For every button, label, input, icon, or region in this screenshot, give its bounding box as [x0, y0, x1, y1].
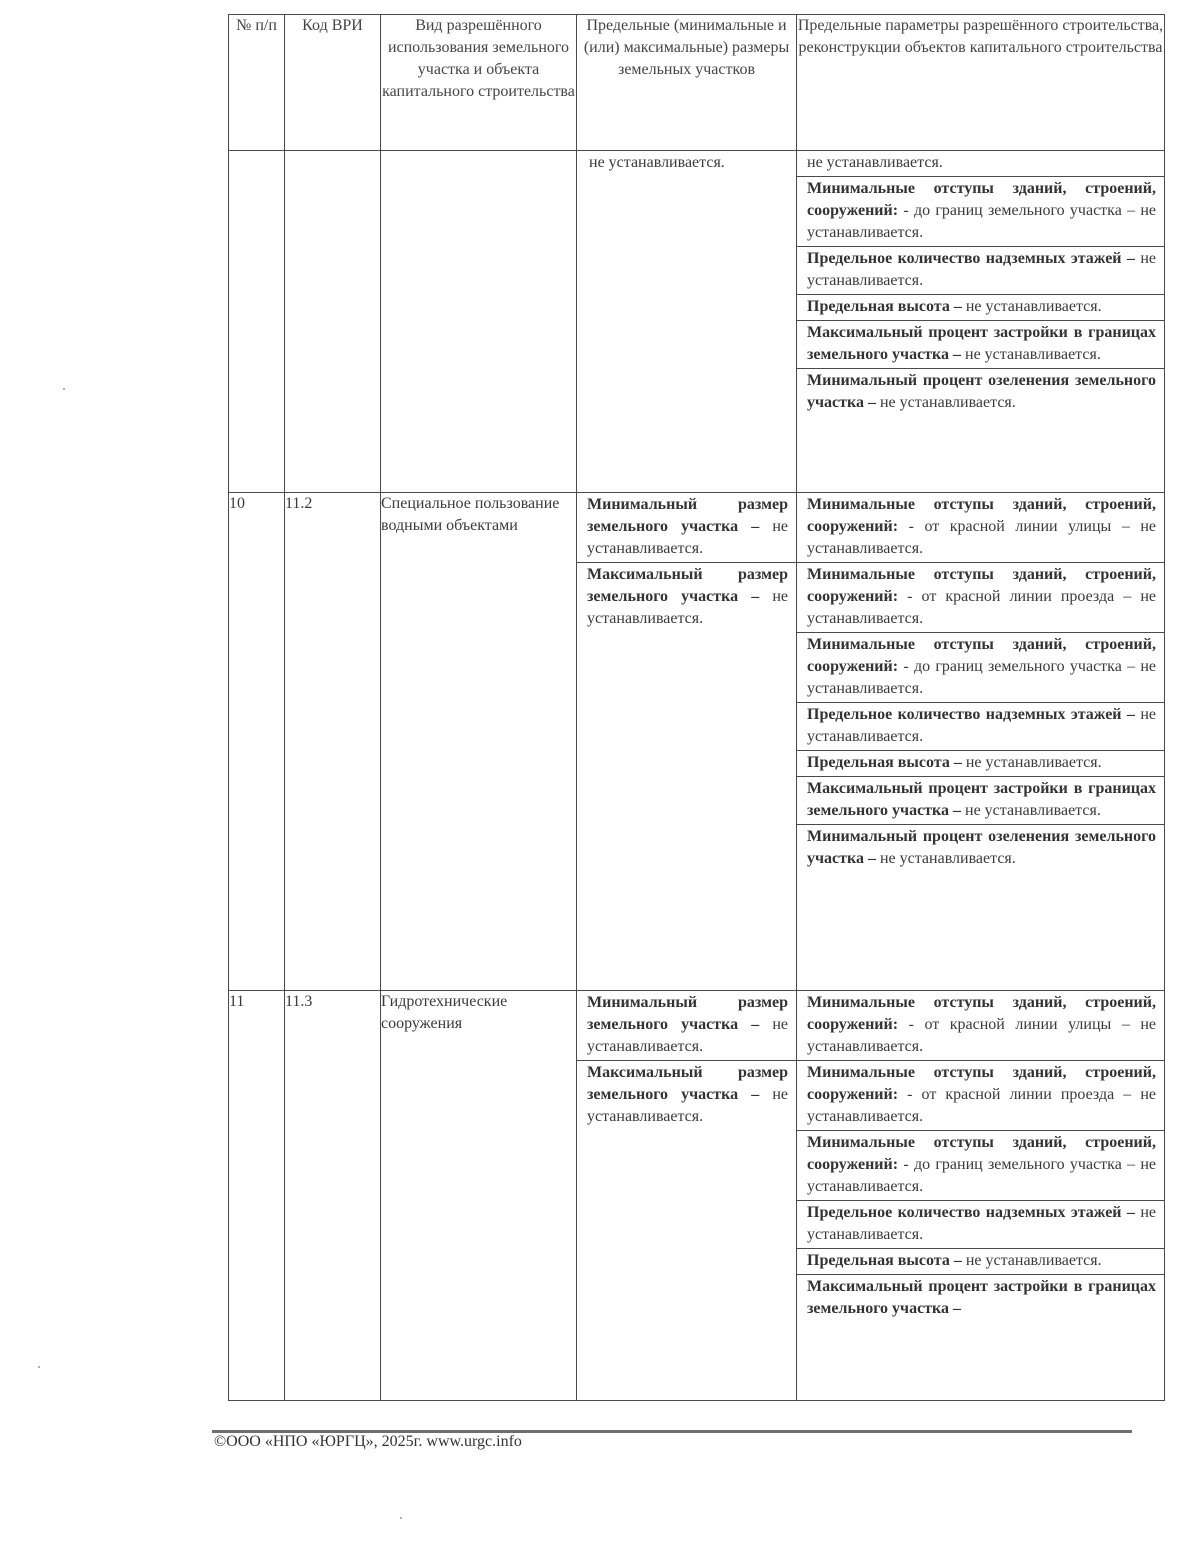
size-item: Максимальный размер земельного участка – не устанавливается. [587, 566, 789, 627]
param-item: Максимальный процент застройки в границах земельного участка – [807, 1278, 1156, 1317]
code-cell: 11.3 [285, 991, 381, 1401]
params-cell [797, 151, 1165, 493]
code-cell [285, 151, 381, 493]
size-item: Минимальный размер земельного участка – не устанавливается. [577, 493, 796, 563]
param-item: Предельное количество надземных этажей – не устанавливается. [797, 703, 1164, 751]
header-sizes: Предельные (минимальные и (или) максимальные) размеры земельных участков [577, 15, 797, 151]
param-item: Минимальные отступы зданий, строений, сооружений: - до границ земельного участка – не устанавливается. [797, 177, 1164, 247]
scan-speck [400, 1517, 402, 1519]
params-cell [797, 991, 1165, 1401]
zoning-table [228, 14, 1165, 1401]
param-item: Минимальный процент озеленения земельного участка – не устанавливается. [807, 372, 1156, 411]
scan-speck [63, 388, 65, 390]
table-header-row [229, 15, 1165, 151]
param-item: Максимальный процент застройки в границах земельного участка – не устанавливается. [797, 321, 1164, 369]
size-text: не устанавливается. [589, 154, 725, 171]
vri-cell [381, 151, 577, 493]
header-code: Код ВРИ [285, 15, 381, 151]
vri-cell: Гидротехнические сооружения [381, 991, 577, 1401]
param-item: Минимальные отступы зданий, строений, сооружений: - от красной линии улицы – не устанавливается. [797, 991, 1164, 1061]
param-item: Минимальный процент озеленения земельного участка – не устанавливается. [807, 828, 1156, 867]
size-item: Максимальный размер земельного участка – не устанавливается. [587, 1064, 789, 1125]
num-cell [229, 151, 285, 493]
param-item: Предельное количество надземных этажей – не устанавливается. [797, 247, 1164, 295]
header-num: № п/п [229, 15, 285, 151]
table-row [229, 151, 1165, 493]
param-item: Предельная высота – не устанавливается. [797, 1249, 1164, 1275]
param-item: Минимальные отступы зданий, строений, сооружений: - от красной линии проезда – не устанавливается. [797, 1061, 1164, 1131]
footer-copyright: ©ООО «НПО «ЮРГЦ», 2025г. www.urgc.info [214, 1433, 522, 1450]
scan-speck [38, 1366, 40, 1368]
header-vri: Вид разрешённого использования земельного участка и объекта капитального строительства [381, 15, 577, 151]
header-params: Предельные параметры разрешённого строительства, реконструкции объектов капитального строительства [797, 15, 1165, 151]
param-item: Максимальный процент застройки в границах земельного участка – не устанавливается. [797, 777, 1164, 825]
sizes-cell [577, 151, 797, 493]
sizes-cell [577, 991, 797, 1401]
size-item: Минимальный размер земельного участка – не устанавливается. [577, 991, 796, 1061]
param-item: Минимальные отступы зданий, строений, сооружений: - до границ земельного участка – не устанавливается. [797, 1131, 1164, 1201]
table-row [229, 493, 1165, 991]
num-cell: 10 [229, 493, 285, 991]
param-item: Минимальные отступы зданий, строений, сооружений: - от красной линии улицы – не устанавливается. [797, 493, 1164, 563]
param-item: Минимальные отступы зданий, строений, сооружений: - от красной линии проезда – не устанавливается. [797, 563, 1164, 633]
table-row [229, 991, 1165, 1401]
param-item: Минимальные отступы зданий, строений, сооружений: - до границ земельного участка – не устанавливается. [797, 633, 1164, 703]
params-cell [797, 493, 1165, 991]
param-item: Предельная высота – не устанавливается. [797, 751, 1164, 777]
param-item: Предельная высота – не устанавливается. [797, 295, 1164, 321]
sizes-cell [577, 493, 797, 991]
param-item: Предельное количество надземных этажей – не устанавливается. [797, 1201, 1164, 1249]
num-cell: 11 [229, 991, 285, 1401]
code-cell: 11.2 [285, 493, 381, 991]
vri-cell: Специальное пользование водными объектами [381, 493, 577, 991]
param-item: не устанавливается. [797, 151, 1164, 177]
